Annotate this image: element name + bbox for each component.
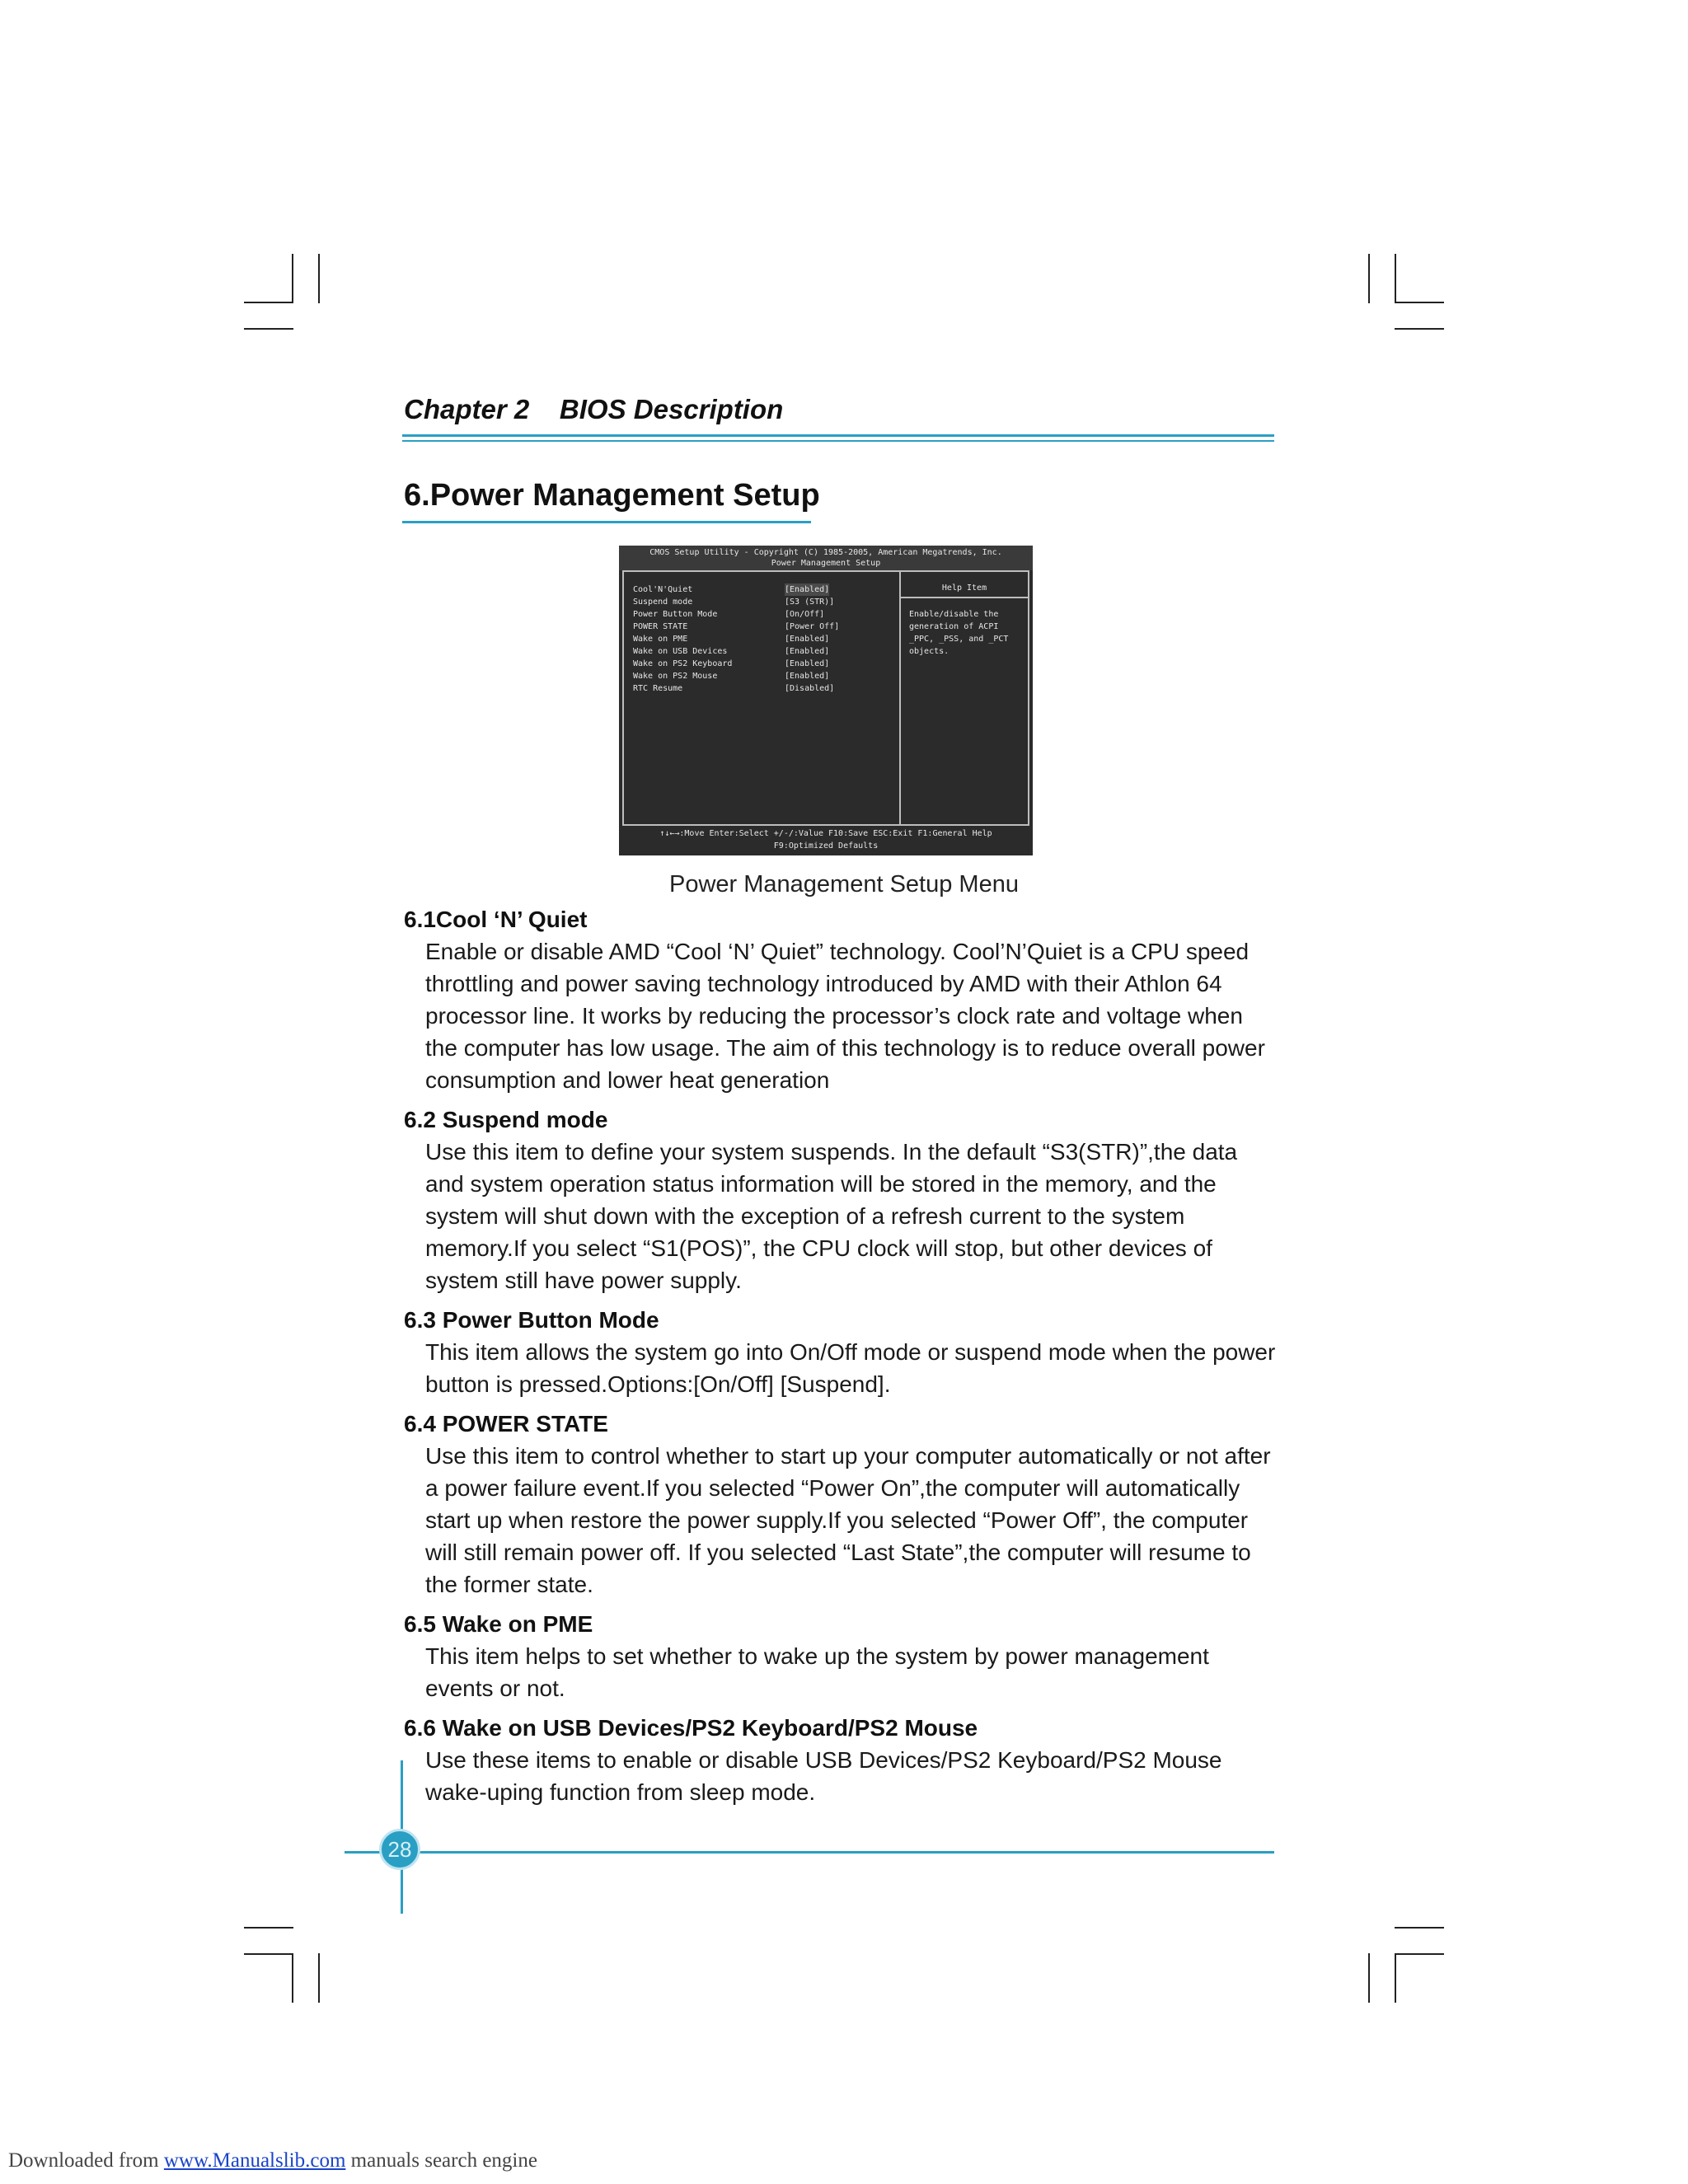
section-body: Use this item to define your system suspends. In the default “S3(STR)”,the data and system operation status information will be stored in the memory, and the system will shut down with the exception of a refresh current to the system memory.If you select “S1(POS)”, the CPU clock will stop, but other devices of system still have power supply. [425, 1139, 1238, 1293]
bios-item-name: Power Button Mode [633, 610, 718, 619]
bios-item-value: [Power Off] [785, 622, 840, 631]
section-title-underline [402, 521, 811, 523]
bios-divider [899, 570, 901, 824]
section-heading: 6.3 Power Button Mode [404, 1307, 659, 1333]
footer-rule [345, 1851, 1274, 1854]
bios-item-value: [Enabled] [785, 647, 830, 656]
bios-item-name: RTC Resume [633, 684, 683, 693]
section-heading: 6.2 Suspend mode [404, 1107, 608, 1132]
bios-header [619, 546, 1033, 570]
bios-item-name: Wake on USB Devices [633, 647, 728, 656]
bios-item-value: [On/Off] [785, 610, 825, 619]
manualslib-link[interactable]: www.Manualslib.com [163, 2149, 346, 2172]
bios-item-value: [Enabled] [785, 635, 830, 644]
section-body: Use these items to enable or disable USB Devices/PS2 Keyboard/PS2 Mouse wake-uping function from sleep mode. [425, 1747, 1222, 1805]
bios-item-name: Wake on PS2 Keyboard [633, 659, 733, 668]
chapter-title: BIOS Description [559, 394, 784, 424]
bios-item-name: Suspend mode [633, 598, 693, 607]
footer-suffix: manuals search engine [350, 2149, 537, 2172]
footer-prefix: Downloaded from [8, 2149, 159, 2172]
bios-footer [619, 827, 1033, 852]
bios-copyright: CMOS Setup Utility - Copyright (C) 1985-2005, American Megatrends, Inc. [649, 548, 1002, 557]
bios-item-value: [S3 (STR)] [785, 598, 835, 607]
bios-item-names [633, 583, 732, 695]
bios-key-legend: ↑↓←→:Move Enter:Select +/-/:Value F10:Save ESC:Exit F1:General Help [659, 829, 992, 838]
bios-item-values [785, 583, 839, 695]
bios-screen-title: Power Management Setup [771, 559, 881, 568]
bios-item-value: [Enabled] [785, 659, 830, 668]
bios-item-name: Wake on PME [633, 635, 688, 644]
bios-help-text: Enable/disable the generation of ACPI _PPC, _PSS, and _PCT objects. [909, 610, 1009, 656]
header-rule-bottom [402, 440, 1274, 442]
section-body: Enable or disable AMD “Cool ‘N’ Quiet” technology. Cool’N’Quiet is a CPU speed throttling and power saving technology introduced by AMD with their Athlon 64 processor line. It works by reducing the processor’s clock rate and voltage when the computer has low usage. The aim of this technology is to reduce overall power consumption and lower heat generation [425, 939, 1265, 1093]
section-heading: 6.1Cool ‘N’ Quiet [404, 907, 588, 932]
bios-item-value: [Enabled] [785, 672, 830, 681]
bios-screenshot [619, 546, 1033, 855]
bios-item-name: Cool'N'Quiet [633, 585, 693, 594]
section-body: Use this item to control whether to start up your computer automatically or not after a power failure event.If you selected “Power On”,the computer will automatically start up when restore the power supply.If you selected “Power Off”, the computer will still remain power off. If you selected “Last State”,the computer will resume to the former state. [425, 1443, 1271, 1597]
section-heading: 6.4 POWER STATE [404, 1411, 608, 1436]
figure-caption: Power Management Setup Menu [669, 871, 1019, 898]
section-body: This item helps to set whether to wake up the system by power management events or not. [425, 1643, 1209, 1701]
chapter-label: Chapter 2 [404, 394, 530, 424]
page-number: 28 [379, 1829, 420, 1870]
bios-item-value: [Disabled] [785, 684, 835, 693]
header-rule-top [402, 434, 1274, 437]
section-heading: 6.5 Wake on PME [404, 1611, 593, 1637]
bios-item-value: [Enabled] [785, 585, 830, 594]
bios-item-name: Wake on PS2 Mouse [633, 672, 718, 681]
section-heading: 6.6 Wake on USB Devices/PS2 Keyboard/PS2 Mouse [404, 1715, 978, 1741]
bios-help-divider [901, 597, 1028, 598]
bios-key-legend-2: F9:Optimized Defaults [773, 841, 879, 851]
section-title: 6.Power Management Setup [404, 478, 820, 513]
section-body: This item allows the system go into On/Off mode or suspend mode when the power button is pressed.Options:[On/Off] [Suspend]. [425, 1339, 1276, 1397]
bios-help-title: Help Item [941, 583, 987, 593]
download-footer [8, 2149, 537, 2172]
bios-item-name: POWER STATE [633, 622, 688, 631]
chapter-header [404, 394, 783, 425]
content [404, 904, 1278, 1816]
